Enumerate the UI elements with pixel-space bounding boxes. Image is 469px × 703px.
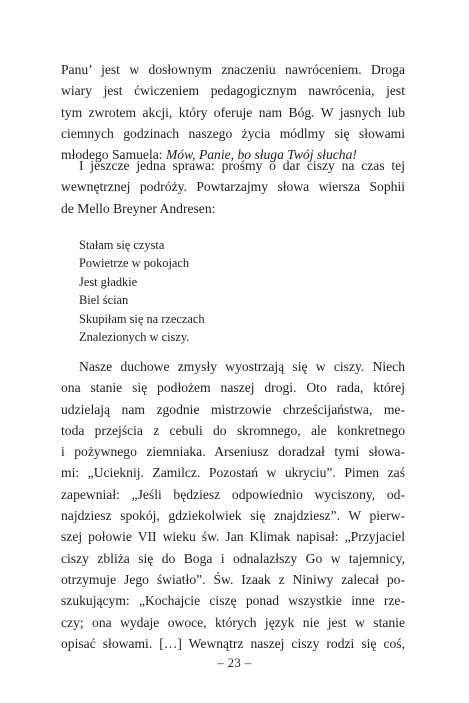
poem-verse: Powietrze w pokojach	[79, 256, 190, 271]
samuel-quote: Mów, Panie, bo sługa Twój słucha!	[165, 147, 357, 163]
text-line: wewnętrznej podróży. Powtarzajmy słowa wiersza Sophii	[61, 179, 405, 195]
text-line: szej połowie VII wieku św. Jan Klimak napisał: „Przyjaciel	[61, 529, 405, 545]
text-line: czy; ona wydaje owoce, których język nie jest w stanie	[61, 614, 405, 630]
text-line: I jeszcze jedna sprawa: prośmy o dar ciszy na czas tej	[79, 158, 405, 173]
paragraph-silence-request	[61, 155, 405, 219]
text-line: opisać słowami. […] Wewnątrz naszej ciszy rodzi się coś,	[61, 635, 405, 651]
text-line: otrzymuje Jego światło”. Św. Izaak z Niniwy zalecał po-	[61, 571, 405, 587]
poem-verse: Biel ścian	[79, 293, 129, 308]
poem-quote	[79, 236, 205, 346]
text-line: ciemnych godzinach naszego życia módlmy się słowami	[61, 125, 405, 141]
page-number: – 23 –	[217, 656, 252, 670]
text-line: wiary jest ćwiczeniem pedagogicznym nawrócenia, jest	[61, 83, 405, 99]
text-line: Nasze duchowe zmysły wyostrzają się w ciszy. Niech	[79, 359, 405, 374]
paragraph-spiritual-senses	[61, 356, 405, 654]
text-line: Panu’ jest w dosłownym znaczeniu nawróceniem. Droga	[61, 62, 405, 77]
poem-verse: Znalezionych w ciszy.	[79, 330, 190, 345]
text-line: mi: „Ucieknij. Zamilcz. Pozostań w ukryciu”. Pimen zaś	[61, 465, 405, 481]
text-line: tym zwrotem akcji, który oferuje nam Bóg. W jasnych lub	[61, 104, 405, 120]
text-line: najdziesz spokój, gdziekolwiek się znajdziesz”. W pierw-	[61, 508, 405, 524]
paragraph-conversion	[61, 59, 405, 165]
text-line: szukującym: „Kochajcie ciszę ponad wszystkie inne rze-	[61, 593, 405, 609]
text-line: udzielają nam zgodnie mistrzowie chrześcijaństwa, me-	[61, 401, 405, 417]
text-line-lead: młodego Samuela:	[61, 147, 166, 163]
poem-verse: Stałam się czysta	[79, 238, 165, 252]
poem-verse: Jest gładkie	[79, 274, 138, 289]
text-line: i pożywnego ziemniaka. Arseniusz doradzał tymi słowa-	[61, 444, 405, 460]
text-line: toda przejścia z cebuli do skromnego, ale konkretnego	[61, 422, 405, 438]
text-line: zapewniał: „Jeśli będziesz odpowiednio wyciszony, od-	[61, 486, 405, 502]
text-line: ciszy zbliża się do Boga i odnalazłszy Go w tajemnicy,	[61, 550, 405, 566]
text-line: de Mello Breyner Andresen:	[61, 200, 216, 216]
text-line: ona stanie się podłożem naszej drogi. Oto rada, której	[61, 380, 405, 396]
poem-verse: Skupiłam się na rzeczach	[79, 311, 205, 326]
